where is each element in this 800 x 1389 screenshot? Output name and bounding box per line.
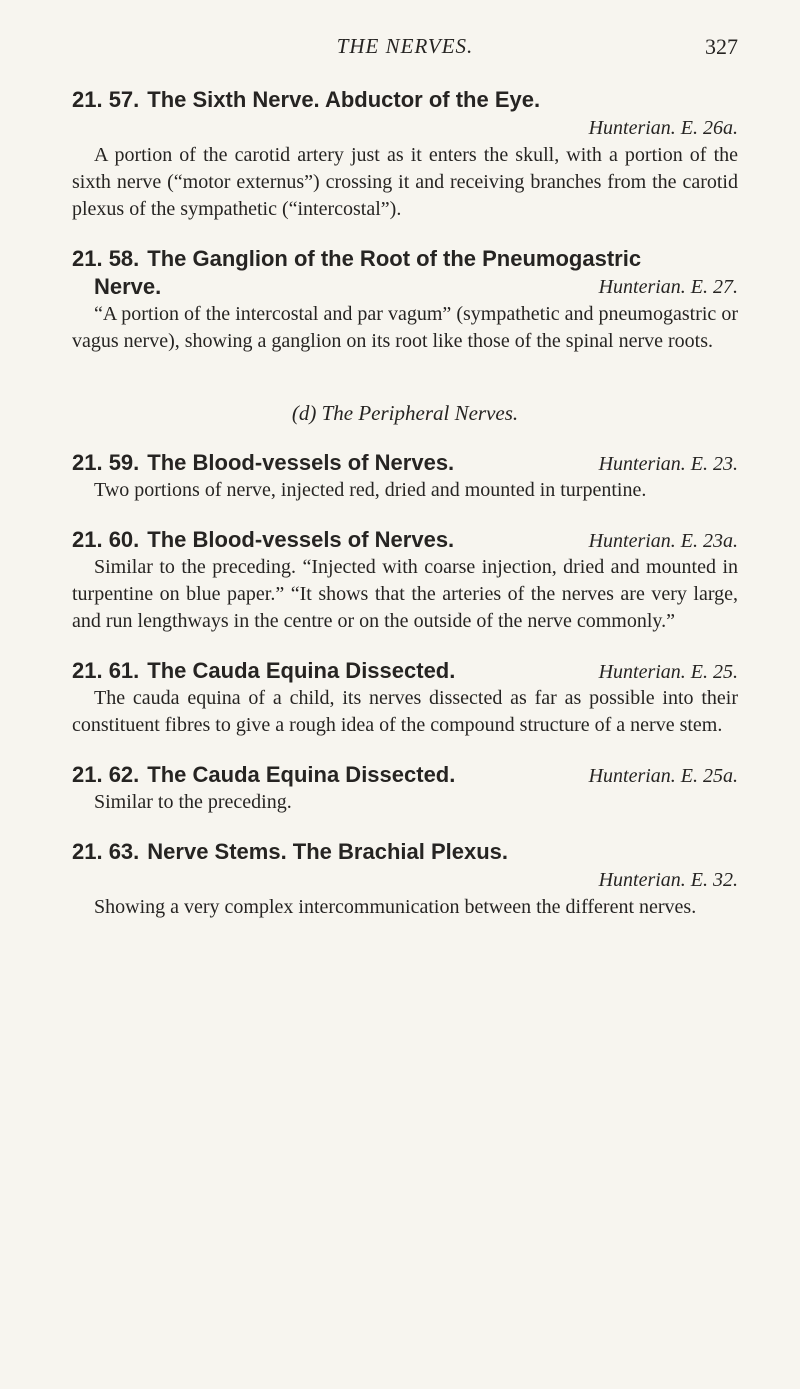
spacer	[72, 377, 738, 399]
entry-reference: Hunterian. E. 23a.	[588, 530, 738, 552]
entry-description: “A portion of the intercostal and par vagum” (sympathetic and pneumogastric or vagus nerve), showing a ganglion on its root like those of the spinal nerve roots.	[72, 303, 738, 352]
entry-title: The Cauda Equina Dissected.	[147, 762, 456, 787]
entry-21-58	[72, 245, 738, 355]
entry-reference: Hunterian. E. 26a.	[588, 117, 738, 139]
spacer	[72, 816, 738, 838]
entry-heading	[72, 449, 738, 477]
entry-reference: Hunterian. E. 23.	[598, 453, 738, 475]
entry-description: A portion of the carotid artery just as it enters the skull, with a portion of the sixth nerve (“motor externus”) crossing it and receiving branches from the carotid plexus of the sympathetic (“intercostal”).	[72, 144, 738, 220]
entry-number: 21. 58.	[72, 246, 140, 271]
entry-heading	[72, 526, 738, 554]
entry-heading	[72, 86, 738, 114]
entry-number: 21. 63.	[72, 839, 140, 864]
entry-21-63	[72, 838, 738, 921]
entry-heading	[72, 245, 738, 273]
entry-title: The Cauda Equina Dissected.	[147, 658, 456, 683]
entry-number: 21. 62.	[72, 762, 140, 787]
entry-heading-continuation	[72, 273, 738, 301]
catalogue-entries	[72, 86, 738, 921]
running-head	[72, 34, 738, 60]
section-title: The Peripheral Nerves.	[321, 401, 519, 425]
entry-title: Nerve Stems. The Brachial Plexus.	[147, 839, 509, 864]
spacer	[72, 739, 738, 761]
entry-description: Similar to the preceding.	[94, 791, 292, 813]
page-number: 327	[705, 34, 738, 59]
entry-reference: Hunterian. E. 27.	[598, 276, 738, 298]
entry-title: The Blood-vessels of Nerves.	[147, 527, 455, 552]
spacer	[72, 223, 738, 245]
entry-number: 21. 61.	[72, 658, 140, 683]
entry-number: 21. 59.	[72, 450, 140, 475]
spacer	[72, 355, 738, 377]
entry-description: Showing a very complex intercommunication between the different nerves.	[94, 896, 697, 918]
entry-title-continued: Nerve.	[94, 274, 162, 299]
entry-number: 21. 60.	[72, 527, 140, 552]
entry-heading	[72, 657, 738, 685]
entry-title: The Sixth Nerve. Abductor of the Eye.	[147, 87, 541, 112]
entry-description: Similar to the preceding. “Injected with coarse injection, dried and mounted in turpentine on blue paper.” “It shows that the arteries of the nerves are very large, and run lengthways in the centre or on the outside of the nerve commonly.”	[72, 556, 738, 632]
spacer	[72, 635, 738, 657]
entry-title: The Ganglion of the Root of the Pneumogastric	[147, 246, 642, 271]
entry-reference: Hunterian. E. 32.	[598, 869, 738, 891]
entry-heading	[72, 838, 738, 866]
entry-21-61	[72, 657, 738, 739]
spacer	[72, 504, 738, 526]
section-heading	[72, 399, 738, 427]
entry-number: 21. 57.	[72, 87, 140, 112]
entry-reference: Hunterian. E. 25.	[598, 661, 738, 683]
spacer	[72, 427, 738, 449]
running-title: THE NERVES.	[336, 34, 474, 58]
entry-title: The Blood-vessels of Nerves.	[147, 450, 455, 475]
entry-21-60	[72, 526, 738, 635]
entry-21-57	[72, 86, 738, 223]
entry-description: Two portions of nerve, injected red, dried and mounted in turpentine.	[94, 479, 647, 501]
entry-21-62	[72, 761, 738, 816]
section-label: (d)	[291, 401, 317, 425]
entry-description: The cauda equina of a child, its nerves dissected as far as possible into their constituent fibres to give a rough idea of the compound structure of a nerve stem.	[72, 687, 738, 736]
entry-21-59	[72, 449, 738, 504]
entry-heading	[72, 761, 738, 789]
entry-reference: Hunterian. E. 25a.	[588, 765, 738, 787]
